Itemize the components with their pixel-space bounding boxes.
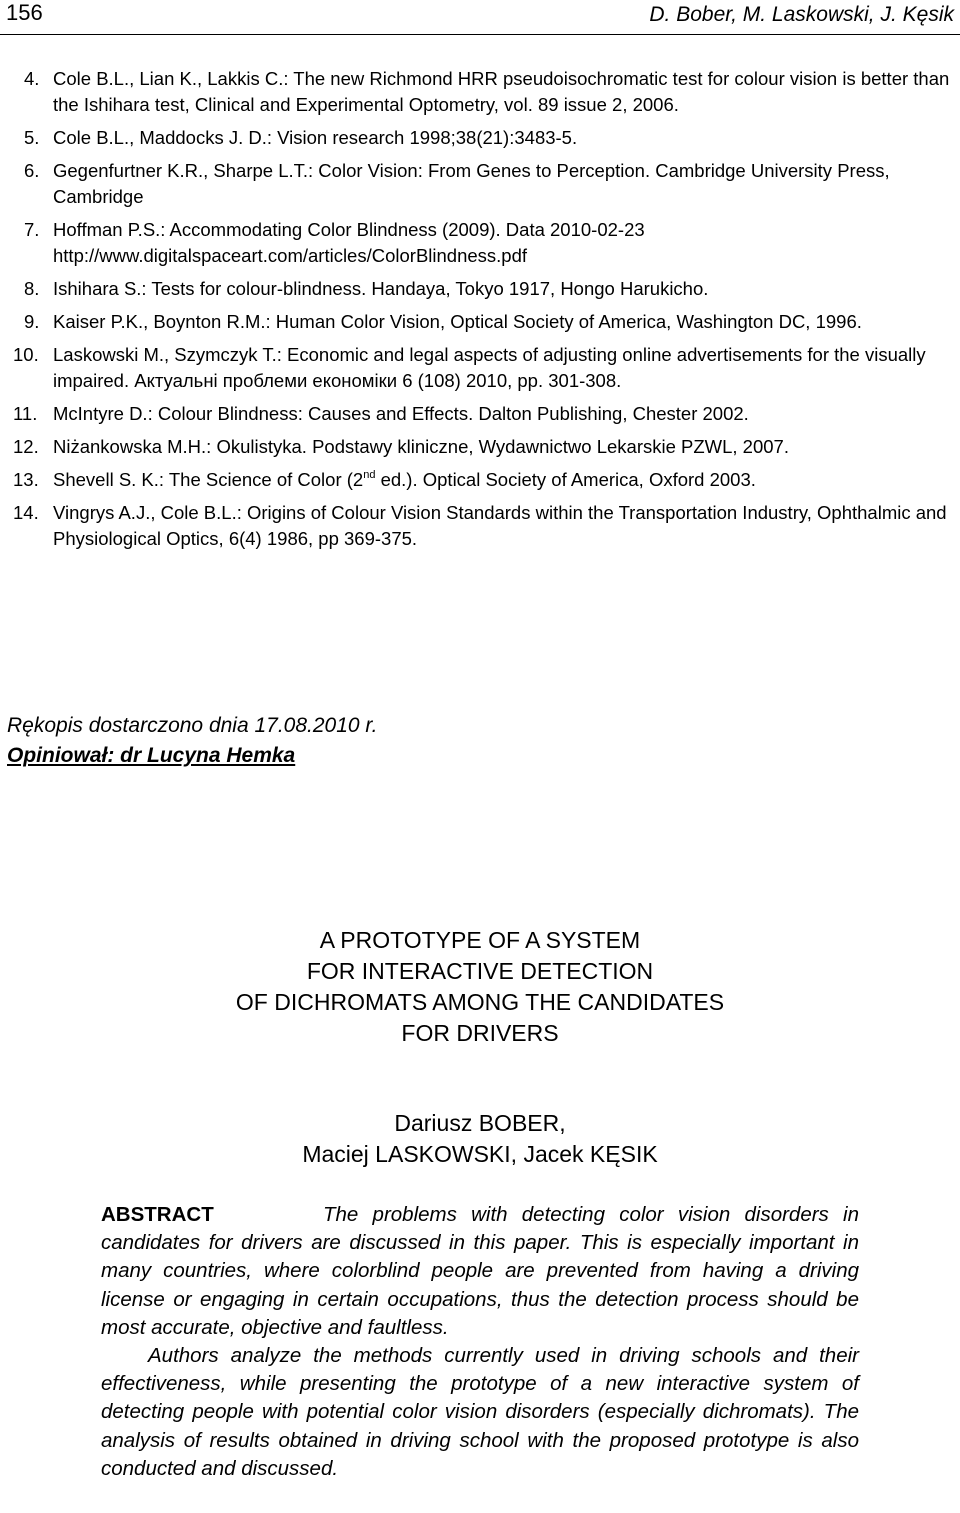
author-line: Dariusz BOBER,: [394, 1110, 566, 1136]
reference-number: 11.: [13, 403, 38, 424]
reference-number: 9.: [24, 311, 40, 332]
reference-text: Vingrys A.J., Cole B.L.: Origins of Colour Vision Standards within the Transportation Industry, Ophthalmic and Physiological Optics, 6(4) 1986, pp 369-375.: [53, 502, 947, 549]
title-line: A PROTOTYPE OF A SYSTEM: [319, 927, 641, 953]
reference-number: 6.: [24, 160, 40, 181]
reference-item: [13, 467, 954, 493]
reference-number: 8.: [24, 278, 40, 299]
paper-authors: [0, 1108, 960, 1170]
reference-text: McIntyre D.: Colour Blindness: Causes and Effects. Dalton Publishing, Chester 2002.: [53, 403, 749, 424]
reference-text: Kaiser P.K., Boynton R.M.: Human Color Vision, Optical Society of America, Washington DC, 1996.: [53, 311, 862, 332]
reference-item: [24, 276, 954, 302]
reference-text: Ishihara S.: Tests for colour-blindness. Handaya, Tokyo 1917, Hongo Harukicho.: [53, 278, 709, 299]
reference-item: [24, 309, 954, 335]
reference-text: Cole B.L., Lian K., Lakkis C.: The new Richmond HRR pseudoisochromatic test for colour vision is better than the Ishihara test, Clinical and Experimental Optometry, vol. 89 issue 2, 2006.: [53, 68, 950, 115]
reference-number: 10.: [13, 344, 39, 365]
reference-list: [13, 66, 954, 552]
reference-text-start: Shevell S. K.: The Science of Color (2: [53, 469, 364, 490]
title-line: FOR DRIVERS: [401, 1020, 559, 1046]
page-header: [0, 0, 960, 35]
reference-item: [13, 401, 954, 427]
reference-text: Gegenfurtner K.R., Sharpe L.T.: Color Vision: From Genes to Perception. Cambridge University Press, Cambridge: [53, 160, 890, 207]
reference-item: [13, 342, 954, 394]
reviewer-note: Opiniował: dr Lucyna Hemka: [7, 744, 296, 767]
abstract-section: [101, 1201, 859, 1483]
reference-text: Hoffman P.S.: Accommodating Color Blindness (2009). Data 2010-02-23 http://www.digitalspaceart.com/articles/ColorBlindness.pdf: [53, 219, 645, 266]
title-line: OF DICHROMATS AMONG THE CANDIDATES: [235, 989, 725, 1015]
reference-number: 14.: [13, 502, 39, 523]
paper-title: [0, 925, 960, 1049]
title-line: FOR INTERACTIVE DETECTION: [306, 958, 654, 984]
reference-item: [24, 66, 954, 118]
abstract-paragraph: [101, 1201, 859, 1342]
reference-item: [24, 125, 954, 151]
reference-text: Laskowski M., Szymczyk T.: Economic and legal aspects of adjusting online advertisements for the visually impaired. Актуальні проблеми економіки 6 (108) 2010, pp. 301-308.: [53, 344, 926, 391]
superscript-ordinal: nd: [363, 468, 376, 481]
reference-number: 4.: [24, 68, 40, 89]
reference-text: Niżankowska M.H.: Okulistyka. Podstawy kliniczne, Wydawnictwo Lekarskie PZWL, 2007.: [53, 436, 789, 457]
reference-item: [24, 158, 954, 210]
page-number: 156: [6, 0, 43, 25]
manuscript-received-note: Rękopis dostarczono dnia 17.08.2010 r.: [7, 714, 378, 737]
abstract-paragraph: Authors analyze the methods currently used in driving schools and their effectiveness, while presenting the prototype of a new interactive system of detecting people with potential color vision disorders (especially dichromats). The analysis of results obtained in driving school with the proposed prototype is also conducted and discussed.: [101, 1344, 859, 1480]
author-line: Maciej LASKOWSKI, Jacek KĘSIK: [302, 1141, 658, 1167]
reference-item: [24, 217, 954, 269]
reference-item: [13, 434, 954, 460]
reference-text: Cole B.L., Maddocks J. D.: Vision research 1998;38(21):3483-5.: [53, 127, 578, 148]
reference-number: 7.: [24, 219, 40, 240]
abstract-label: ABSTRACT: [101, 1203, 214, 1226]
reference-number: 13.: [13, 469, 39, 490]
running-head: D. Bober, M. Laskowski, J. Kęsik: [649, 3, 954, 26]
reference-number: 12.: [13, 436, 39, 457]
abstract-text: The problems with detecting color vision disorders in candidates for drivers are discussed in this paper. This is especially important in many countries, where colorblind people are prevented from having a driving license or engaging in certain occupations, thus the detection process should be most accurate, objective and faultless.: [101, 1203, 859, 1339]
reference-item: [13, 500, 954, 552]
reference-text-end: ed.). Optical Society of America, Oxford 2003.: [375, 469, 756, 490]
reference-number: 5.: [24, 127, 40, 148]
